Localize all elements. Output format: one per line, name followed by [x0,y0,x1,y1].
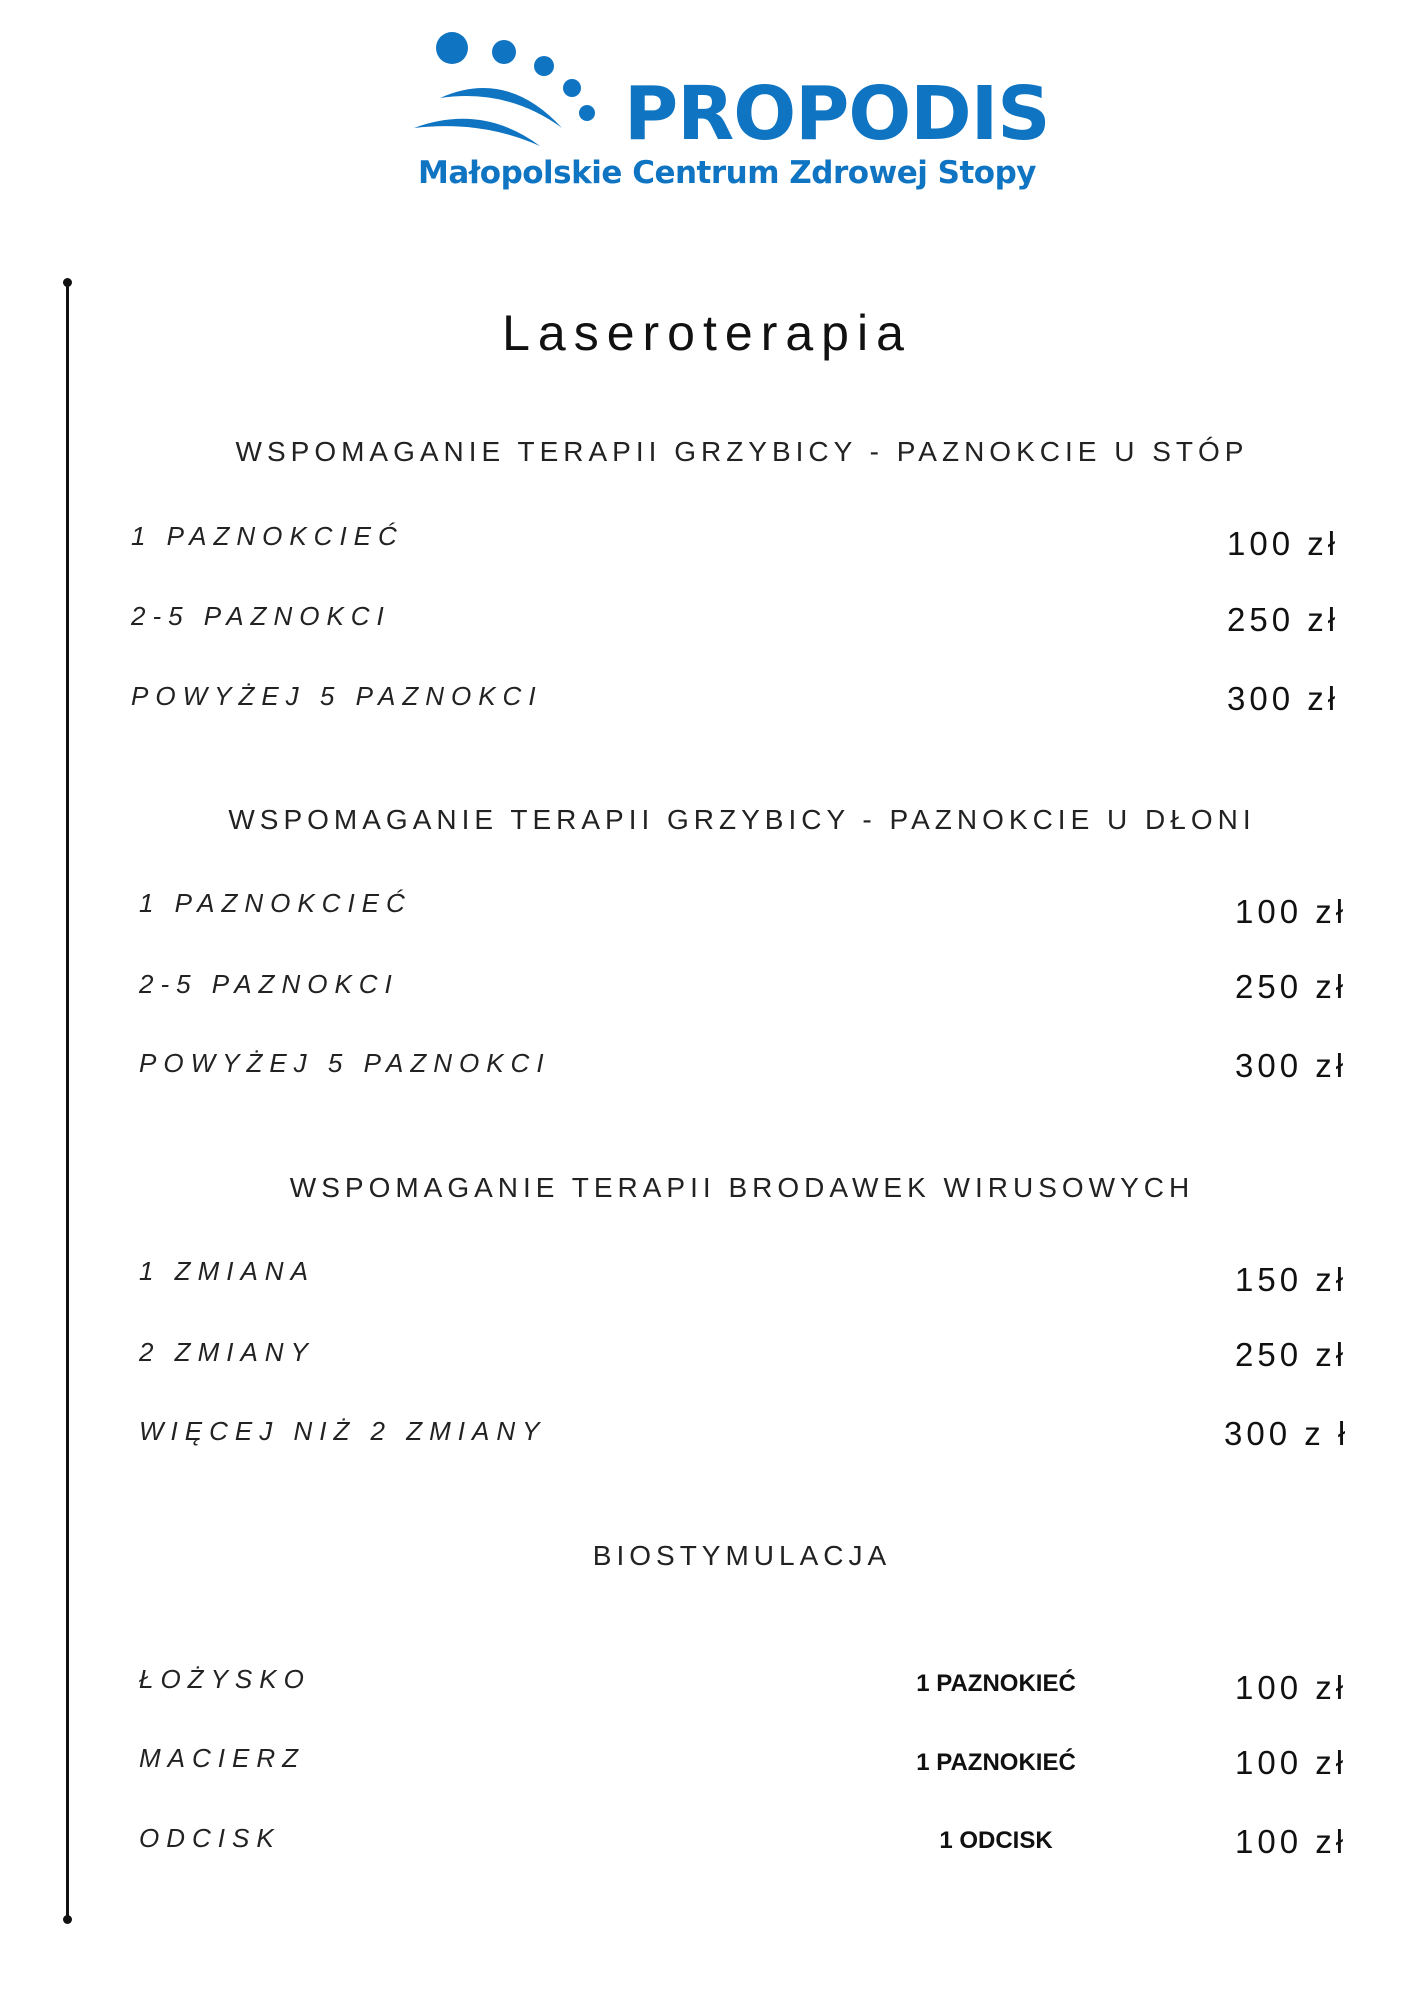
item-price: 250 zł [1235,1336,1348,1373]
item-price: 300 zł [1227,680,1340,717]
item-price: 100 zł [1235,1669,1348,1706]
section-title: WSPOMAGANIE TERAPII GRZYBICY - PAZNOKCIE U STÓP [235,436,1249,467]
item-name: 2-5 PAZNOKCI [139,969,399,999]
brand-tagline: Małopolskie Centrum Zdrowej Stopy [418,155,1036,191]
item-name: 1 PAZNOKCIEĆ [131,521,404,551]
item-price: 100 zł [1235,1823,1348,1860]
item-quantity: 1 ODCISK [939,1827,1053,1854]
rule-dot-bottom [63,1915,72,1924]
item-name: WIĘCEJ NIŻ 2 ZMIANY [139,1416,547,1446]
section-title: BIOSTYMULACJA [592,1540,892,1571]
item-quantity: 1 PAZNOKIEĆ [916,1749,1076,1776]
item-name: 1 ZMIANA [139,1256,315,1286]
item-price: 300 zł [1235,1047,1348,1084]
item-name: 2-5 PAZNOKCI [131,601,391,631]
footprint-logo-icon [412,28,612,148]
page-title: Laseroterapia [502,305,912,361]
item-price: 250 zł [1227,601,1340,638]
section-title: WSPOMAGANIE TERAPII GRZYBICY - PAZNOKCIE U DŁONI [228,804,1256,835]
item-name: 2 ZMIANY [139,1337,315,1367]
item-name: ODCISK [139,1823,281,1853]
item-name: 1 PAZNOKCIEĆ [139,888,412,918]
item-price: 150 zł [1235,1261,1348,1298]
item-quantity: 1 PAZNOKIEĆ [916,1670,1076,1697]
item-price: 100 zł [1227,525,1340,562]
vertical-rule [66,282,69,1920]
brand-name: PROPODIS [624,71,1050,157]
item-name: POWYŻEJ 5 PAZNOKCI [131,681,543,711]
item-name: MACIERZ [139,1743,305,1773]
item-name: ŁOŻYSKO [139,1664,311,1694]
item-price: 100 zł [1235,1744,1348,1781]
item-price: 100 zł [1235,893,1348,930]
brand-logo [412,28,1062,203]
item-name: POWYŻEJ 5 PAZNOKCI [139,1048,551,1078]
section-title: WSPOMAGANIE TERAPII BRODAWEK WIRUSOWYCH [289,1172,1195,1203]
item-price: 300 z ł [1224,1415,1350,1452]
item-price: 250 zł [1235,968,1348,1005]
